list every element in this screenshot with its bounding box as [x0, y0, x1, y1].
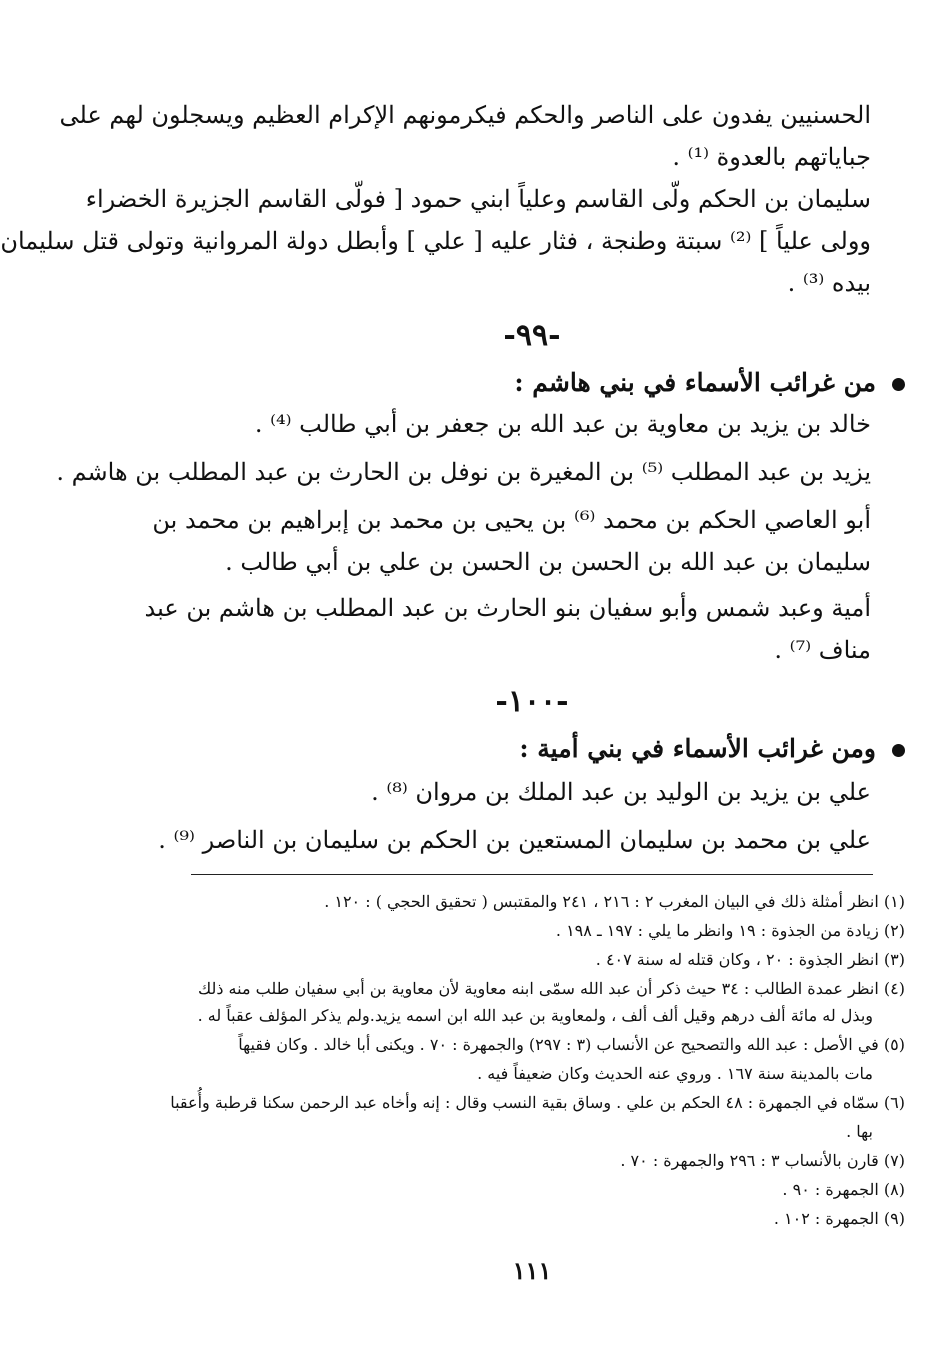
name-entry: يزيد بن عبد المطلب ⁽⁵⁾ بن المغيرة بن نوفل بن الحارث بن عبد المطلب بن هاشم . [56, 458, 871, 486]
name-entry: أمية وعبد شمس وأبو سفيان بنو الحارث بن عبد المطلب بن هاشم بن عبد [144, 594, 871, 622]
name-entry-continuation: مناف ⁽⁷⁾ . [774, 636, 871, 664]
section-title-text: ومن غرائب الأسماء في بني أمية : [519, 734, 876, 763]
footnote-7: (٧) قارن بالأنساب ٣ : ٢٩٦ والجمهرة : ٧٠ . [620, 1151, 905, 1170]
text-line: الحسنيين يفدون على الناصر والحكم فيكرمونهم الإكرام العظيم ويسجلون لهم على [59, 101, 871, 129]
page-number: ١١١ [512, 1256, 552, 1285]
name-entry-continuation: سليمان بن عبد الله بن الحسن بن الحسن بن علي بن أبي طالب . [225, 548, 871, 576]
footnote-5-continued: مات بالمدينة سنة ١٦٧ . وروي عنه الحديث وكان ضعيفاً فيه . [477, 1064, 873, 1083]
sulayman-paragraph [0, 178, 871, 304]
footnote-1: (١) انظر أمثلة ذلك في البيان المغرب ٢ : ٢١٦ ، ٢٤١ والمقتبس ( تحقيق الحجي ) : ١٢٠ . [324, 892, 905, 911]
footnote-6-continued: بها . [846, 1122, 873, 1141]
footnote-4-continued: وبذل له مائة ألف درهم وقيل ألف ألف ، ولمعاوية بن عبد الله ابن اسمه يزيد.ولم يذكر المؤلف عقباً له . [197, 1006, 873, 1025]
name-entry: أبو العاصي الحكم بن محمد ⁽⁶⁾ بن يحيى بن محمد بن إبراهيم بن محمد بن [152, 506, 871, 534]
footnote-3: (٣) انظر الجذوة : ٢٠ ، وكان قتله له سنة ٤٠٧ . [595, 950, 905, 969]
text-line: جباياتهم بالعدوة ⁽¹⁾ . [672, 143, 871, 171]
text-line: وولى علياً ] ⁽²⁾ سبتة وطنجة ، فثار عليه [ علي ] وأبطل دولة المروانية وتولى قتل سليمان [0, 227, 871, 255]
section-title-text: من غرائب الأسماء في بني هاشم : [514, 368, 876, 397]
footnote-8: (٨) الجمهرة : ٩٠ . [782, 1180, 905, 1199]
section-title-banu-hashim [514, 368, 905, 397]
text-line: بيده ⁽³⁾ . [787, 269, 871, 297]
name-entry: علي بن محمد بن سليمان المستعين بن الحكم بن سليمان بن الناصر ⁽⁹⁾ . [158, 826, 871, 854]
continued-paragraph [59, 94, 871, 178]
name-entry: خالد بن يزيد بن معاوية بن عبد الله بن جعفر بن أبي طالب ⁽⁴⁾ . [254, 410, 871, 438]
footnote-divider [191, 874, 873, 875]
bullet-icon [892, 744, 905, 757]
section-title-banu-umayya [519, 734, 905, 763]
section-number-99: -٩٩- [503, 318, 561, 353]
footnote-6: (٦) سمّاه في الجمهرة : ٤٨ الحكم بن علي . وساق بقية النسب وقال : إنه وأخاه عبد الرحمن سكنا قرطبة وأُعقبا [170, 1093, 905, 1112]
footnote-2: (٢) زيادة من الجذوة : ١٩ وانظر ما يلي : ١٩٧ ـ ١٩٨ . [555, 921, 905, 940]
name-entry: علي بن يزيد بن الوليد بن عبد الملك بن مروان ⁽⁸⁾ . [371, 778, 871, 806]
footnote-5: (٥) في الأصل : عبد الله والتصحيح عن الأنساب (٣ : ٢٩٧) والجمهرة : ٧٠ . ويكنى أبا خالد . وكان فقيهاً [238, 1035, 905, 1054]
footnote-9: (٩) الجمهرة : ١٠٢ . [773, 1209, 905, 1228]
bullet-icon [892, 378, 905, 391]
text-line: سليمان بن الحكم ولّى القاسم وعلياً ابني حمود [ فولّى القاسم الجزيرة الخضراء [85, 185, 871, 213]
footnote-4: (٤) انظر عمدة الطالب : ٣٤ حيث ذكر أن عبد الله سمّى ابنه معاوية لأن معاوية بن أبي سفيان طلب منه ذلك [197, 979, 905, 998]
section-number-100: -١٠٠- [495, 684, 569, 719]
